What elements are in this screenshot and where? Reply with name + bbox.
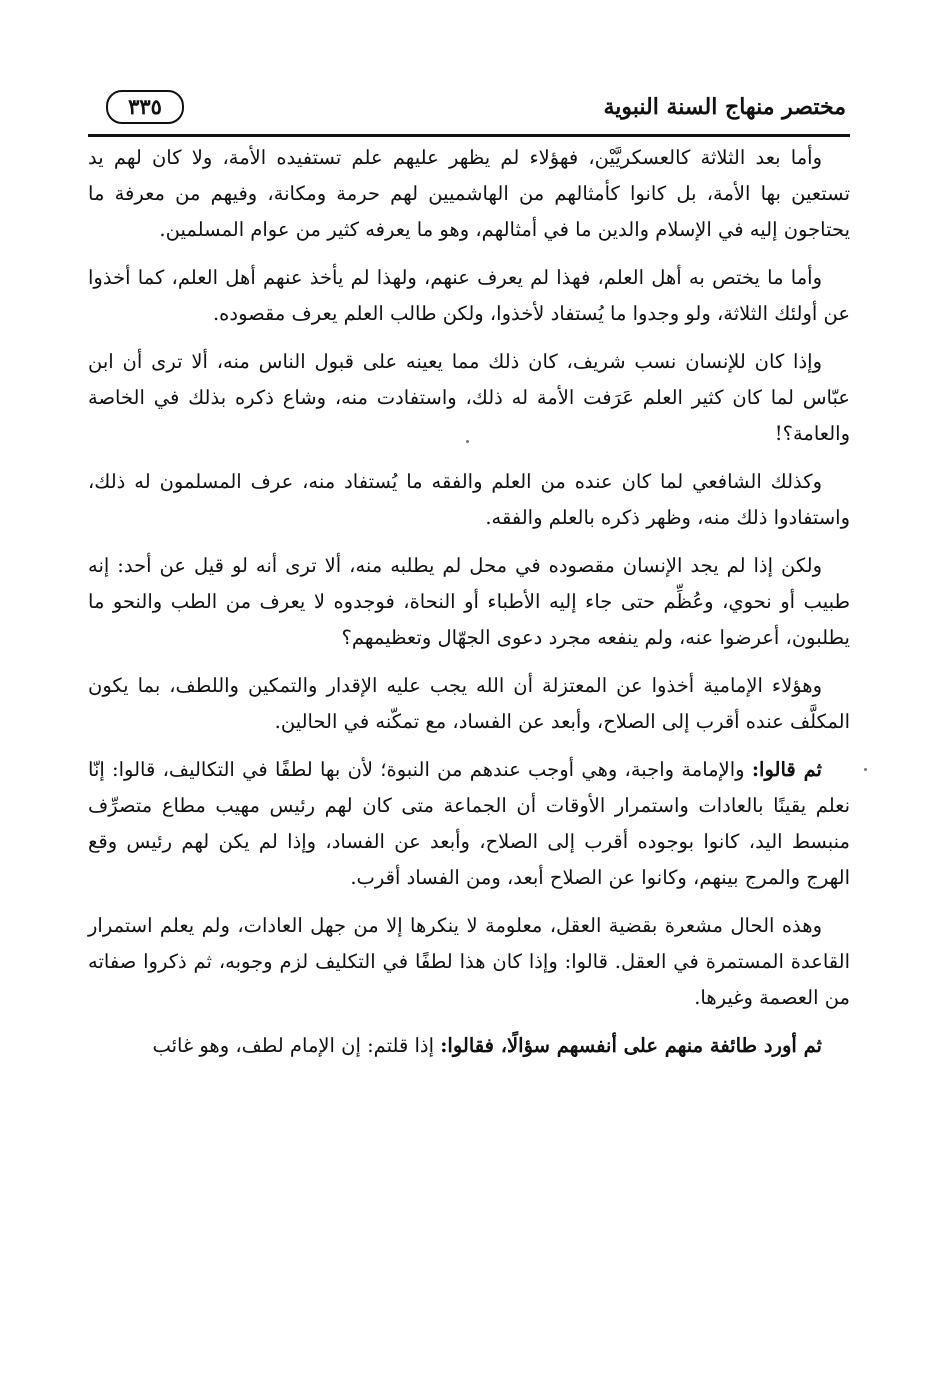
paragraph-4	[88, 464, 850, 536]
paragraph-1	[88, 140, 850, 248]
scan-speck	[466, 440, 469, 443]
paragraph-8-text: وهذه الحال مشعرة بقضية العقل، معلومة لا ينكرها إلا من جهل العادات، ولم يعلم استمرار القاعدة المستمرة في العقل. قالوا: وإذا كان هذا لطفًا في التكليف لزم وجوبه، ثم ذكروا صفاته من العصمة وغيرها.	[88, 914, 850, 1009]
paragraph-3-text: وإذا كان للإنسان نسب شريف، كان ذلك مما يعينه على قبول الناس منه، ألا ترى أن ابن عبّاس لما كان كثير العلم عَرَفت الأمة له ذلك، واستفادت منه، وشاع ذكره بذلك في الخاصة والعامة؟!	[88, 350, 850, 445]
page-header	[88, 88, 850, 132]
paragraph-2	[88, 260, 850, 332]
paragraph-1-text: وأما بعد الثلاثة كالعسكريَّيْن، فهؤلاء لم يظهر عليهم علم تستفيده الأمة، ولا كان لهم يد تستعين بها الأمة، بل كانوا كأمثالهم من الهاشميين لهم حرمة ومكانة، وفيهم من معرفة ما يحتاجون إليه في الإسلام والدين ما في أمثالهم، وهو ما يعرفه كثير من عوام المسلمين.	[88, 146, 850, 241]
paragraph-5-text: ولكن إذا لم يجد الإنسان مقصوده في محل لم يطلبه منه، ألا ترى أنه لو قيل عن أحد: إنه طبيب أو نحوي، وعُظِّم حتى جاء إليه الأطباء أو النحاة، فوجدوه لا يعرف من الطب والنحو ما يطلبون، أعرضوا عنه، ولم ينفعه مجرد دعوى الجهّال وتعظيمهم؟	[88, 554, 850, 649]
paragraph-7	[88, 752, 850, 896]
paragraph-9	[88, 1028, 850, 1064]
paragraph-6-text: وهؤلاء الإمامية أخذوا عن المعتزلة أن الله يجب عليه الإقدار والتمكين واللطف، بما يكون المكلَّف عنده أقرب إلى الصلاح، وأبعد عن الفساد، مع تمكّنه في الحالين.	[88, 674, 850, 733]
body-text	[88, 140, 850, 1076]
paragraph-5	[88, 548, 850, 656]
paragraph-7-lead: ثم قالوا:	[751, 758, 822, 781]
running-title: مختصر منهاج السنة النبوية	[603, 94, 846, 120]
paragraph-2-text: وأما ما يختص به أهل العلم، فهذا لم يعرف عنهم، ولهذا لم يأخذ عنهم أهل العلم، كما أخذوا عن أولئك الثلاثة، ولو وجدوا ما يُستفاد لأخذوا، ولكن طالب العلم يعرف مقصوده.	[88, 266, 850, 325]
scan-speck	[864, 768, 867, 771]
page-number: ٣٣٥	[106, 90, 184, 124]
paragraph-9-text: إذا قلتم: إن الإمام لطف، وهو غائب	[152, 1034, 441, 1057]
paragraph-3	[88, 344, 850, 452]
paragraph-4-text: وكذلك الشافعي لما كان عنده من العلم والفقه ما يُستفاد منه، عرف المسلمون له ذلك، واستفادوا ذلك منه، وظهر ذكره بالعلم والفقه.	[88, 470, 850, 529]
header-rule	[88, 134, 850, 137]
paragraph-6	[88, 668, 850, 740]
paragraph-9-lead: ثم أورد طائفة منهم على أنفسهم سؤالًا، فقالوا:	[440, 1034, 822, 1057]
paragraph-8	[88, 908, 850, 1016]
paragraph-7-text: والإمامة واجبة، وهي أوجب عندهم من النبوة؛ لأن بها لطفًا في التكاليف، قالوا: إنّا نعلم يقينًا بالعادات واستمرار الأوقات أن الجماعة متى كان لهم رئيس مهيب مطاع متصرِّف منبسط اليد، كانوا بوجوده أقرب إلى الصلاح، وأبعد عن الفساد، وإذا لم يكن لهم رئيس وقع الهرج والمرج بينهم، وكانوا عن الصلاح أبعد، ومن الفساد أقرب.	[88, 758, 850, 889]
